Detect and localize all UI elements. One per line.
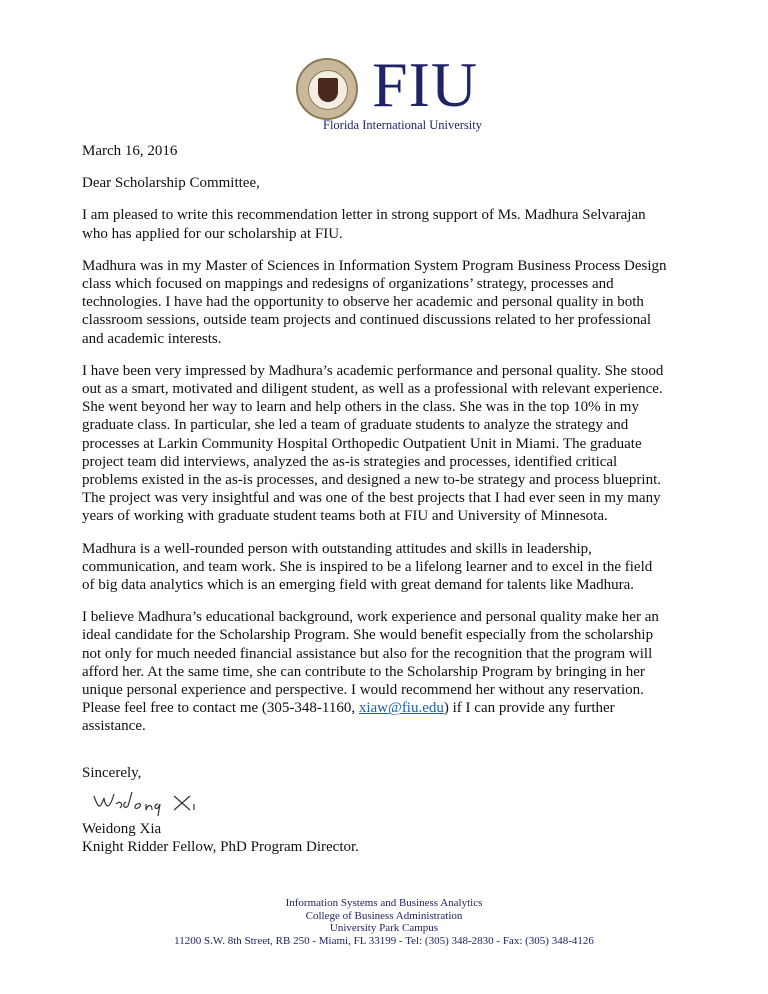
closing: Sincerely, — [82, 764, 142, 781]
paragraph-line: processes at Larkin Community Hospital Orthopedic Outpatient Unit in Miami. The graduate — [82, 435, 642, 452]
contact-text-end: ) if I can provide any further — [443, 700, 615, 717]
paragraph — [82, 608, 722, 699]
university-name: Florida International University — [323, 118, 482, 132]
paragraph-line: I believe Madhura’s educational background, work experience and personal quality make her an — [82, 609, 659, 626]
paragraph-line: not only for much needed financial assistance but also for the recognition that the program will — [82, 645, 653, 662]
salutation: Dear Scholarship Committee, — [82, 175, 260, 192]
paragraph-line: The project was very insightful and was one of the best projects that I had ever seen in my many — [82, 490, 661, 507]
paragraph-line: She went beyond her way to learn and help others in the class. She was in the top 10% in my — [82, 399, 639, 416]
paragraph-line: of big data analytics which is an emerging field with great demand for talents like Madhura. — [82, 577, 635, 594]
signature-image — [90, 788, 722, 818]
paragraph-line: classroom sessions, outside team projects and continued discussions related to her professional — [82, 312, 652, 329]
paragraph-line: Madhura is a well-rounded person with outstanding attitudes and skills in leadership, — [82, 540, 592, 557]
letter-body — [82, 142, 722, 856]
university-seal-icon — [296, 58, 358, 120]
paragraph-line: class which focused on mappings and redesigns of organizations’ strategy, processes and — [82, 276, 614, 293]
footer-address — [0, 897, 768, 947]
footer-line: College of Business Administration — [305, 909, 463, 922]
signer-title: Knight Ridder Fellow, PhD Program Director. — [82, 839, 359, 856]
footer-line: University Park Campus — [329, 922, 439, 934]
paragraph-line: technologies. I have had the opportunity to observe her academic and personal quality in both — [82, 294, 644, 311]
paragraph-line: who has applied for our scholarship at FIU. — [82, 225, 343, 242]
paragraph — [82, 699, 722, 735]
paragraph — [82, 540, 722, 595]
paragraph-line: unique personal experience and perspective. I would recommend her without any reservation. — [82, 682, 644, 699]
fiu-logo-text: FIU — [372, 49, 479, 120]
paragraph — [82, 362, 722, 526]
signer-name: Weidong Xia — [82, 820, 162, 837]
paragraph-line: and academic interests. — [82, 330, 222, 347]
paragraph-line: afford her. At the same time, she can contribute to the Scholarship Program by bringing in her — [82, 663, 645, 680]
letter-date: March 16, 2016 — [82, 143, 178, 159]
paragraph-line: out as a smart, motivated and diligent student, as well as a professional with relevant experience. — [82, 381, 663, 398]
paragraph-line: I am pleased to write this recommendation letter in strong support of Ms. Madhura Selvarajan — [82, 207, 646, 224]
contact-text: Please feel free to contact me (305-348-1160, — [82, 700, 359, 717]
paragraph-line: assistance. — [82, 718, 146, 735]
paragraph-line: project team did interviews, analyzed the as-is strategies and processes, identified critical — [82, 453, 618, 470]
paragraph-line: ideal candidate for the Scholarship Program. She would benefit especially from the scholarship — [82, 627, 654, 644]
paragraph-line: Madhura was in my Master of Sciences in Information System Program Business Process Design — [82, 257, 667, 274]
paragraph-line: years of working with graduate student teams both at FIU and University of Minnesota. — [82, 508, 608, 525]
fiu-letterhead — [292, 49, 482, 136]
paragraph — [82, 257, 722, 348]
footer-line: 11200 S.W. 8th Street, RB 250 - Miami, FL 33199 - Tel: (305) 348-2830 - Fax: (305) 348-4126 — [174, 934, 594, 947]
paragraph-line: I have been very impressed by Madhura’s academic performance and personal quality. She stood — [82, 362, 664, 379]
paragraph — [82, 206, 722, 242]
email-link[interactable]: xiaw@fiu.edu — [358, 700, 444, 717]
footer-line: Information Systems and Business Analytics — [285, 897, 483, 909]
paragraph-line: graduate class. In particular, she led a team of graduate students to analyze the strategy and — [82, 417, 629, 434]
paragraph-line: communication, and team work. She is inspired to be a lifelong learner and to excel in the field — [82, 558, 653, 575]
paragraph-line: problems existed in the as-is processes, and designed a new to-be strategy and process blueprint. — [82, 472, 662, 489]
